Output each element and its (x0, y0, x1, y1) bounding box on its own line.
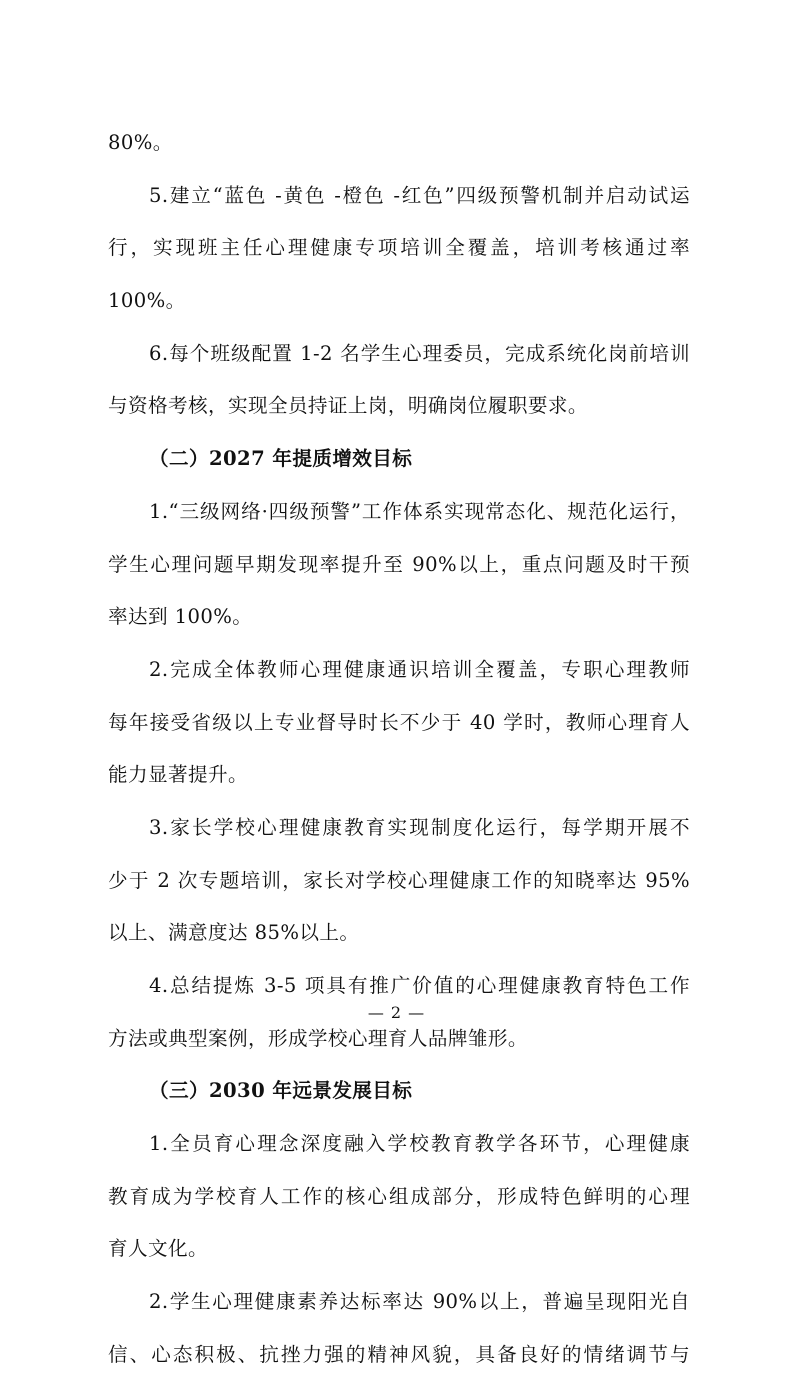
text-line: 5.建立“蓝色 -黄色 -橙色 -红色”四级预警机制并启动试运 (149, 183, 690, 207)
text-line: 1.全员育心理念深度融入学校教育教学各环节，心理健康 (149, 1132, 690, 1156)
text-line: 方法或典型案例，形成学校心理育人品牌雏形。 (108, 1026, 528, 1050)
section-heading: （三）2030 年远景发展目标 (149, 1079, 413, 1103)
text-line: 育人文化。 (108, 1237, 208, 1261)
document-body (108, 117, 690, 1382)
text-line: 学生心理问题早期发现率提升至 90%以上，重点问题及时干预 (108, 552, 690, 576)
text-line: 能力显著提升。 (108, 763, 248, 787)
text-line: 行，实现班主任心理健康专项培训全覆盖，培训考核通过率 (108, 236, 690, 260)
text-line: 2.学生心理健康素养达标率达 90%以上，普遍呈现阳光自 (149, 1290, 690, 1314)
text-line: 80%。 (108, 131, 173, 154)
text-line: 教育成为学校育人工作的核心组成部分，形成特色鲜明的心理 (108, 1184, 690, 1208)
text-line: 与资格考核，实现全员持证上岗，明确岗位履职要求。 (108, 394, 588, 418)
text-line: 以上、满意度达 85%以上。 (108, 921, 360, 945)
page-number: — 2 — (367, 1003, 426, 1022)
text-line: 2.完成全体教师心理健康通识培训全覆盖，专职心理教师 (149, 657, 690, 681)
text-line: 4.总结提炼 3-5 项具有推广价值的心理健康教育特色工作 (149, 974, 690, 997)
text-line: 信、心态积极、抗挫力强的精神风貌，具备良好的情绪调节与 (108, 1342, 690, 1366)
text-line: 率达到 100%。 (108, 605, 253, 629)
text-line: 6.每个班级配置 1-2 名学生心理委员，完成系统化岗前培训 (149, 341, 690, 365)
section-heading: （二）2027 年提质增效目标 (149, 447, 413, 471)
text-line: 每年接受省级以上专业督导时长不少于 40 学时，教师心理育人 (108, 710, 690, 734)
text-line: 3.家长学校心理健康教育实现制度化运行，每学期开展不 (149, 815, 690, 839)
text-line: 1.“三级网络·四级预警”工作体系实现常态化、规范化运行， (149, 499, 690, 523)
text-line: 100%。 (108, 289, 186, 313)
text-line: 少于 2 次专题培训，家长对学校心理健康工作的知晓率达 95% (108, 868, 690, 892)
